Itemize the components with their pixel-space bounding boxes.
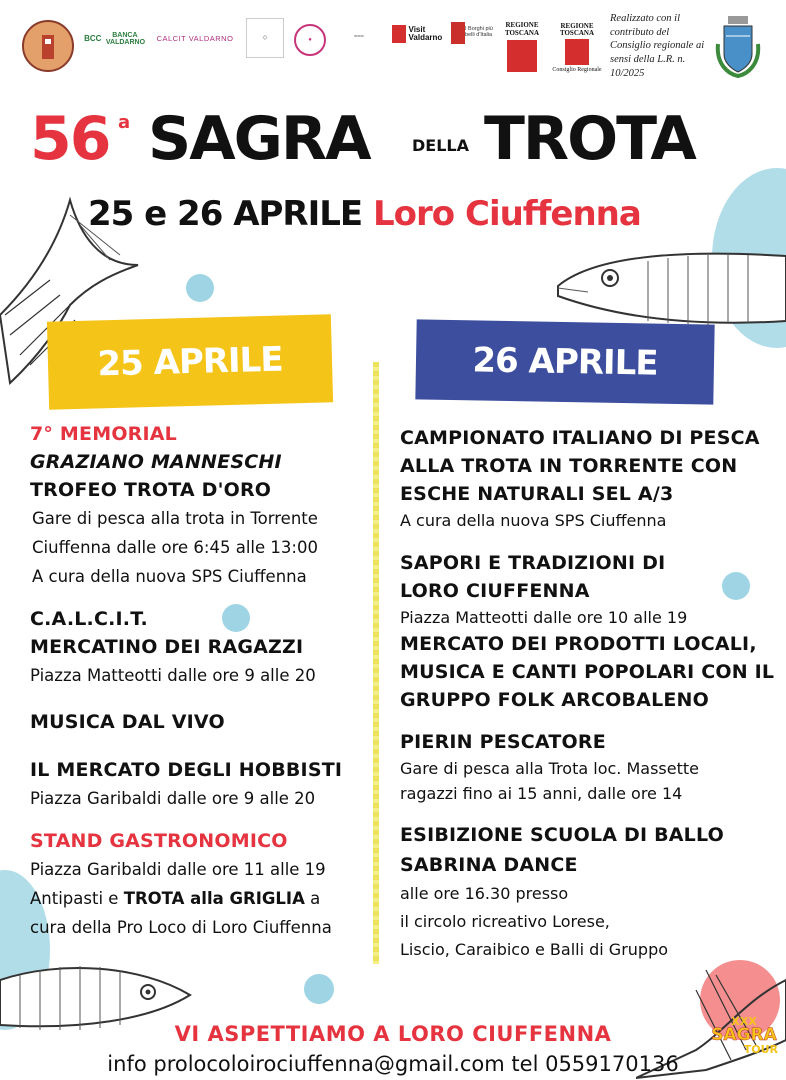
borghi-belli-italia-logo: I Borghi più belli d'Italia bbox=[450, 20, 496, 46]
title-sagra: SAGRA bbox=[148, 104, 370, 174]
event-days: 25 e 26 APRILE bbox=[88, 194, 363, 234]
sapori-title-1: SAPORI E TRADIZIONI DI bbox=[400, 552, 666, 574]
title-della: DELLA bbox=[412, 136, 469, 155]
day1-program bbox=[30, 420, 370, 942]
title-trota: TROTA bbox=[484, 104, 695, 174]
calcit-valdarno-logo: CALCIT VALDARNO bbox=[156, 34, 234, 44]
trofeo-line-3: A cura della nuova SPS Ciuffenna bbox=[32, 567, 307, 586]
sponsor-logo-wide: ≈≈≈ bbox=[354, 33, 364, 40]
mercatino-line: Piazza Matteotti dalle ore 9 alle 20 bbox=[30, 666, 316, 685]
sagra-tour-badge: XXX SAGRA TOUR bbox=[711, 1015, 778, 1056]
pegasus-emblem-icon bbox=[565, 39, 589, 65]
footer-contact: info prolocoloirociuffenna@gmail.com tel 0559170136 bbox=[107, 1052, 679, 1076]
ballo-title-2: SABRINA DANCE bbox=[400, 854, 578, 876]
trofeo-line-2: Ciuffenna dalle ore 6:45 alle 13:00 bbox=[32, 538, 318, 557]
memorial-title: 7° MEMORIAL bbox=[30, 423, 177, 445]
stand-line-3: cura della Pro Loco di Loro Ciuffenna bbox=[30, 918, 332, 937]
stand-line-2: Antipasti e TROTA alla GRIGLIA a bbox=[30, 889, 321, 908]
trofeo-title: TROFEO TROTA D'ORO bbox=[30, 479, 272, 501]
mercato-title-3: GRUPPO FOLK ARCOBALENO bbox=[400, 689, 710, 711]
decorative-dot bbox=[186, 274, 214, 302]
edition-ordinal: a bbox=[118, 112, 131, 133]
ballo-line-3: Liscio, Caraibico e Balli di Gruppo bbox=[400, 940, 669, 959]
day2-program bbox=[400, 424, 780, 964]
visit-valdarno-logo: Visit Valdarno bbox=[390, 22, 444, 46]
comune-coat-of-arms bbox=[712, 14, 764, 80]
memorial-name: GRAZIANO MANNESCHI bbox=[30, 451, 282, 473]
mercato-title-2: MUSICA E CANTI POPOLARI CON IL bbox=[400, 661, 775, 683]
day2-banner: 26 APRILE bbox=[415, 319, 714, 404]
decorative-dot bbox=[304, 974, 334, 1004]
ballo-title-1: ESIBIZIONE SCUOLA DI BALLO bbox=[400, 824, 724, 846]
sapori-line: Piazza Matteotti dalle ore 10 alle 19 bbox=[400, 608, 688, 627]
campionato-title-3: ESCHE NATURALI SEL A/3 bbox=[400, 483, 674, 505]
pierin-line-2: ragazzi fino ai 15 anni, dalle ore 14 bbox=[400, 784, 683, 803]
proloco-logo bbox=[22, 20, 74, 72]
pierin-line-1: Gare di pesca alla Trota loc. Massette bbox=[400, 759, 699, 778]
day1-banner: 25 APRILE bbox=[47, 314, 333, 409]
trofeo-line-1: Gare di pesca alla trota in Torrente bbox=[32, 509, 318, 528]
ballo-line-1: alle ore 16.30 presso bbox=[400, 884, 569, 903]
edition-number: 56 bbox=[30, 104, 110, 174]
sponsor-logo: ◇ bbox=[246, 18, 284, 58]
fish-illustration-top-right bbox=[548, 226, 786, 336]
event-place: Loro Ciuffenna bbox=[373, 194, 641, 234]
musica-title: MUSICA DAL VIVO bbox=[30, 711, 225, 733]
tower-icon bbox=[33, 31, 63, 61]
footer-invite: VI ASPETTIAMO A LORO CIUFFENNA bbox=[174, 1022, 612, 1046]
pierin-title: PIERIN PESCATORE bbox=[400, 731, 606, 753]
sapori-title-2: LORO CIUFFENNA bbox=[400, 580, 590, 602]
hobbisti-title: IL MERCATO DEGLI HOBBISTI bbox=[30, 759, 343, 781]
regione-toscana-logo-2: REGIONE TOSCANA Consiglio Regionale bbox=[552, 21, 602, 74]
bcc-banca-valdarno-logo: BCC BANCA VALDARNO bbox=[84, 31, 146, 46]
stand-line-1: Piazza Garibaldi dalle ore 11 alle 19 bbox=[30, 860, 326, 879]
mercatino-title: MERCATINO DEI RAGAZZI bbox=[30, 636, 304, 658]
calcit-title: C.A.L.C.I.T. bbox=[30, 608, 148, 630]
campionato-line: A cura della nuova SPS Ciuffenna bbox=[400, 511, 667, 530]
campionato-title-1: CAMPIONATO ITALIANO DI PESCA bbox=[400, 427, 760, 449]
event-dates bbox=[88, 194, 641, 234]
stand-title: STAND GASTRONOMICO bbox=[30, 830, 288, 852]
ballo-line-2: il circolo ricreativo Lorese, bbox=[400, 912, 610, 931]
hobbisti-line: Piazza Garibaldi dalle ore 9 alle 20 bbox=[30, 789, 316, 808]
regional-funding-credit: Realizzato con il contributo del Consiglio regionale ai sensi della L.R. n. 10/2025 bbox=[610, 13, 705, 79]
pegasus-emblem-icon bbox=[507, 40, 537, 72]
mercato-title-1: MERCATO DEI PRODOTTI LOCALI, bbox=[400, 633, 757, 655]
coat-of-arms-icon bbox=[712, 14, 764, 80]
sponsor-logo-round: ● bbox=[294, 24, 326, 56]
regione-toscana-logo-1: REGIONE TOSCANA bbox=[500, 16, 544, 78]
column-divider bbox=[373, 362, 379, 964]
campionato-title-2: ALLA TROTA IN TORRENTE CON bbox=[400, 455, 738, 477]
